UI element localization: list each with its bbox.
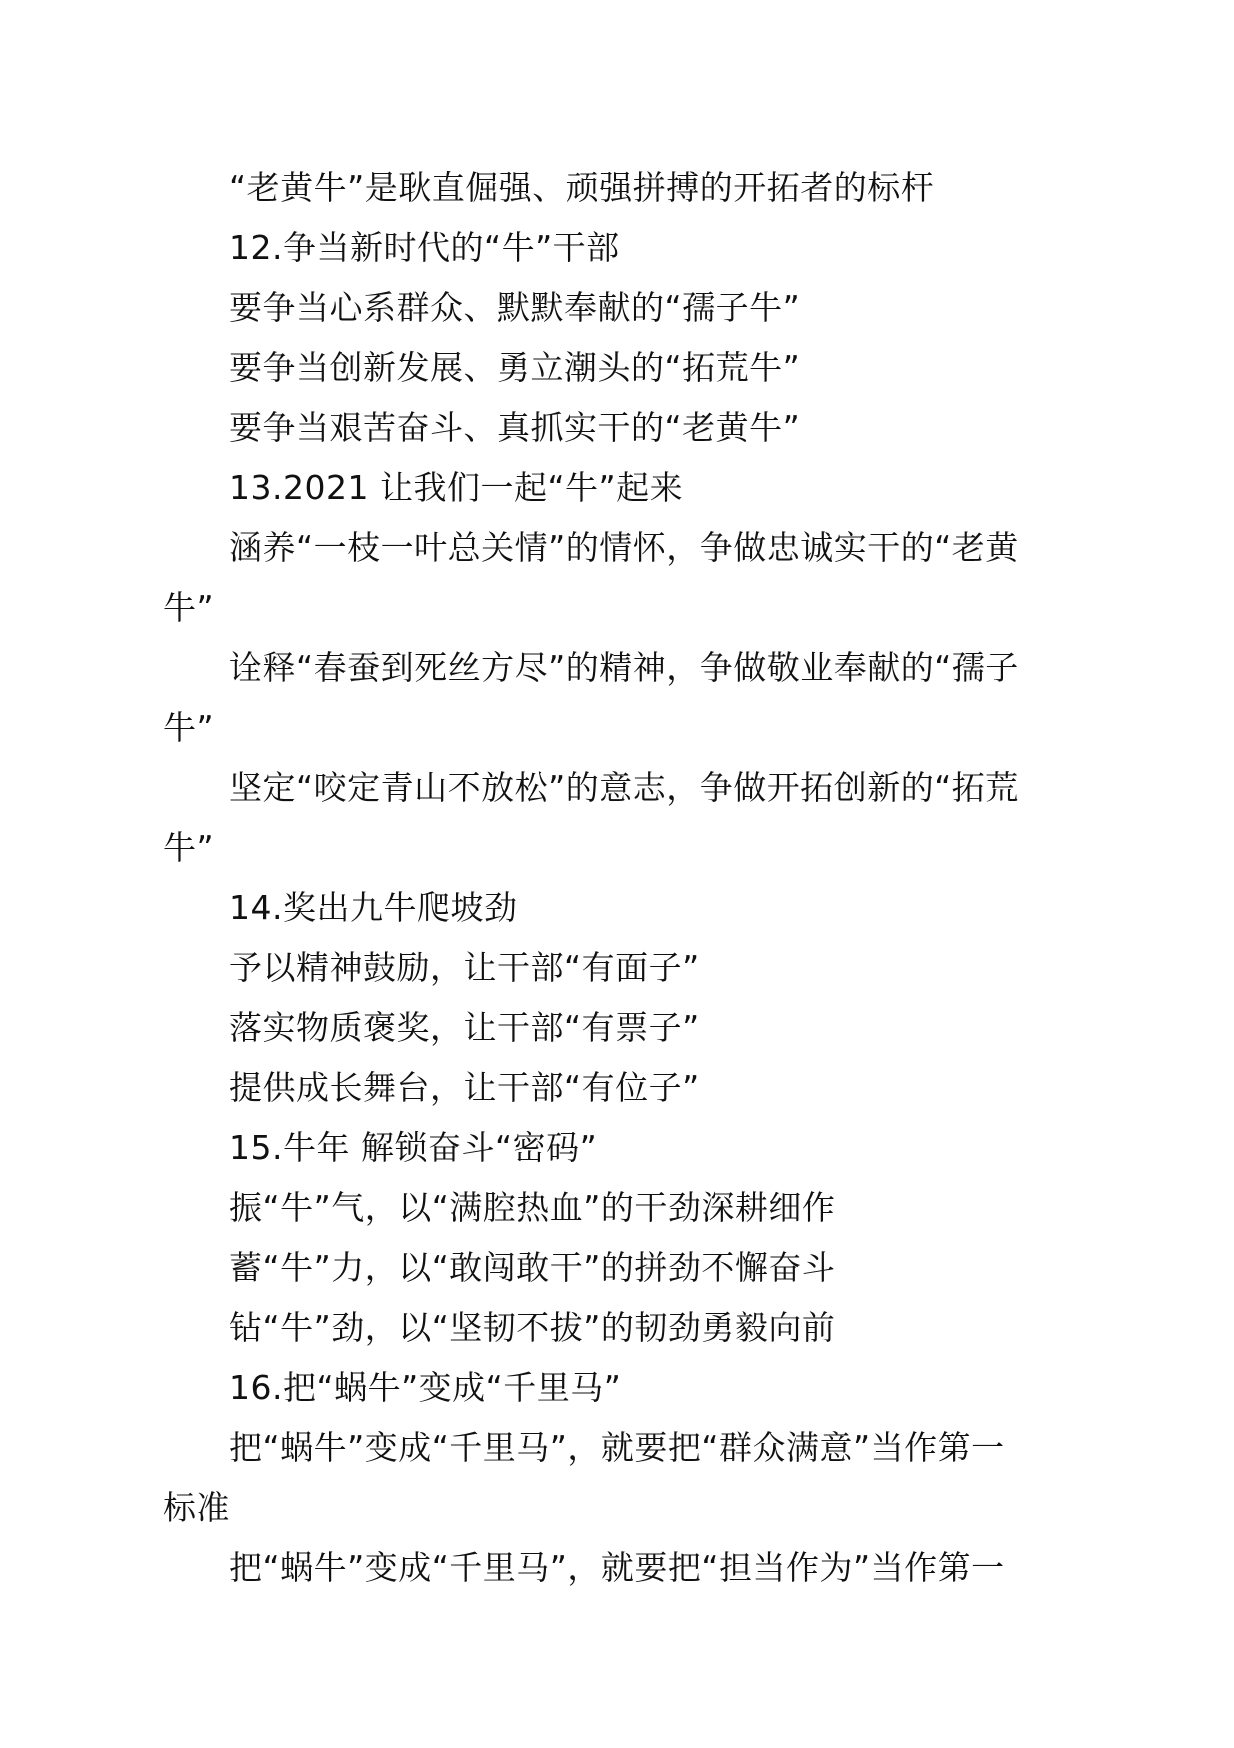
paragraph-line: 要争当心系群众、默默奉献的“孺子牛” — [229, 288, 801, 327]
paragraph-line: “老黄牛”是耿直倔强、顽强拼搏的开拓者的标杆 — [229, 168, 935, 207]
paragraph-line: 予以精神鼓励，让干部“有面子” — [229, 948, 700, 987]
section-heading: 16.把“蜗牛”变成“千里马” — [229, 1368, 622, 1407]
paragraph-line: 钻“牛”劲，以“坚韧不拔”的韧劲勇毅向前 — [229, 1308, 836, 1347]
paragraph-line-continuation: 牛” — [163, 588, 215, 627]
paragraph-line-continuation: 牛” — [163, 708, 215, 747]
section-heading: 12.争当新时代的“牛”干部 — [229, 228, 620, 267]
paragraph-line: 把“蜗牛”变成“千里马”，就要把“担当作为”当作第一 — [229, 1548, 1005, 1587]
paragraph-line-continuation: 牛” — [163, 828, 215, 867]
paragraph-line: 坚定“咬定青山不放松”的意志，争做开拓创新的“拓荒 — [229, 768, 1019, 807]
paragraph-line: 要争当艰苦奋斗、真抓实干的“老黄牛” — [229, 408, 801, 447]
paragraph-line: 落实物质褒奖，让干部“有票子” — [229, 1008, 700, 1047]
paragraph-line-continuation: 标准 — [163, 1488, 230, 1527]
paragraph-line: 蓄“牛”力，以“敢闯敢干”的拼劲不懈奋斗 — [229, 1248, 836, 1287]
paragraph-line: 提供成长舞台，让干部“有位子” — [229, 1068, 700, 1107]
paragraph-line: 把“蜗牛”变成“千里马”，就要把“群众满意”当作第一 — [229, 1428, 1005, 1467]
paragraph-line: 涵养“一枝一叶总关情”的情怀，争做忠诚实干的“老黄 — [229, 528, 1019, 567]
paragraph-line: 要争当创新发展、勇立潮头的“拓荒牛” — [229, 348, 801, 387]
section-heading: 15.牛年 解锁奋斗“密码” — [229, 1128, 598, 1167]
document-body — [163, 158, 1108, 1598]
paragraph-line: 振“牛”气，以“满腔热血”的干劲深耕细作 — [229, 1188, 836, 1227]
section-heading: 14.奖出九牛爬坡劲 — [229, 888, 518, 927]
paragraph-line: 诠释“春蚕到死丝方尽”的精神，争做敬业奉献的“孺子 — [229, 648, 1019, 687]
section-heading: 13.2021 让我们一起“牛”起来 — [229, 468, 684, 507]
